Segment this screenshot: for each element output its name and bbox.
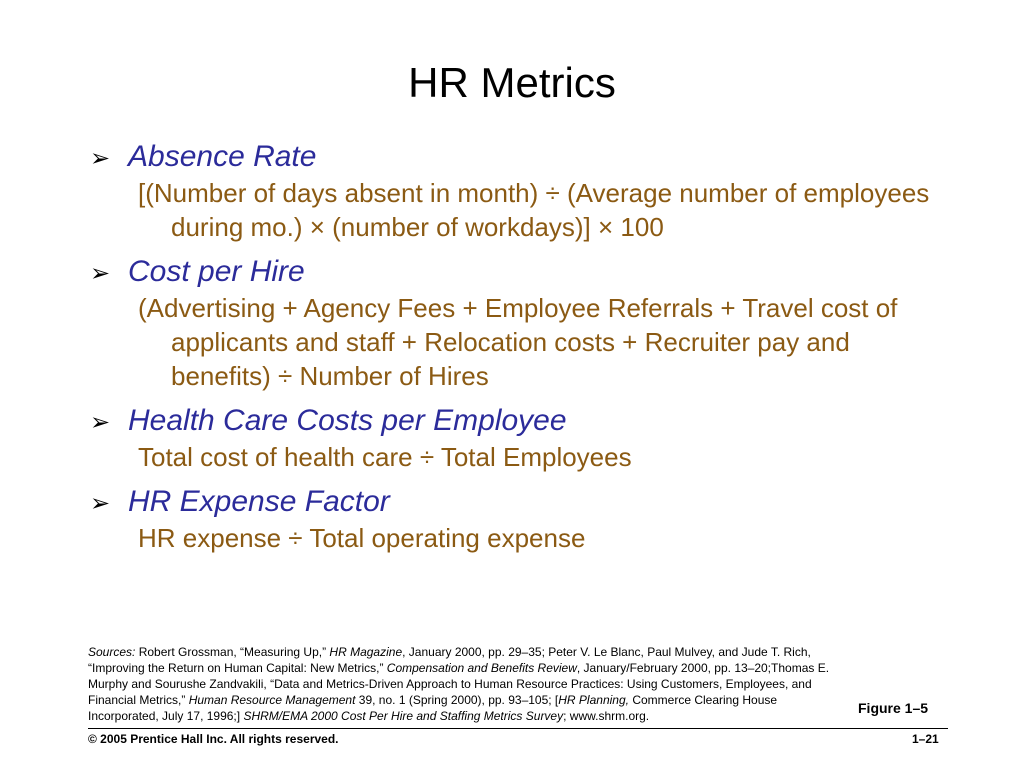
arrow-bullet-icon: ➢ [90, 145, 111, 172]
metric-item [90, 402, 970, 474]
metric-formula: HR expense ÷ Total operating expense [138, 523, 586, 553]
figure-label: Figure 1–5 [858, 700, 929, 716]
sources-title: Human Resource Management [188, 693, 356, 707]
metric-item [90, 253, 970, 393]
metric-heading: Absence Rate [128, 140, 317, 173]
page-number: 1–21 [912, 732, 939, 746]
metric-heading: Health Care Costs per Employee [128, 404, 567, 437]
sources-title: SHRM/EMA 2000 Cost Per Hire and Staffing Metrics Survey [243, 709, 564, 723]
footer-divider [88, 728, 948, 729]
metric-formula: [(Number of days absent in month) ÷ (Average number of employees during mo.) × (number of workdays)] × 100 [138, 178, 930, 242]
sources-text: Commerce Clearing House Incorporated, July 17, 1996;] [88, 693, 778, 723]
metric-heading: HR Expense Factor [128, 485, 390, 518]
sources-note [88, 644, 850, 724]
metric-heading: Cost per Hire [128, 255, 305, 288]
arrow-bullet-icon: ➢ [90, 409, 111, 436]
sources-text: 39, no. 1 (Spring 2000), pp. 93–105; [ [355, 693, 559, 707]
arrow-bullet-icon: ➢ [90, 260, 111, 287]
arrow-bullet-icon: ➢ [90, 490, 111, 517]
metric-item [90, 483, 970, 555]
sources-label: Sources: [88, 645, 136, 659]
metric-formula: (Advertising + Agency Fees + Employee Referrals + Travel cost of applicants and staff + Relocation costs + Recruiter pay and benefits) ÷ Number of Hires [138, 293, 898, 391]
sources-text: , January 2000, pp. 29–35; Peter V. Le Blanc, Paul Mulvey, and Jude T. Rich, “Improving the Return on Human Capital: New Metrics,” [88, 645, 811, 675]
metric-formula: Total cost of health care ÷ Total Employees [138, 442, 632, 472]
sources-title: HR Magazine [329, 645, 403, 659]
sources-title: HR Planning, [558, 693, 629, 707]
copyright-notice: © 2005 Prentice Hall Inc. All rights reserved. [88, 732, 339, 746]
metrics-list [90, 138, 970, 564]
sources-text: ; www.shrm.org. [563, 709, 650, 723]
sources-title: Compensation and Benefits Review [386, 661, 577, 675]
metric-item [90, 138, 970, 244]
slide-title: HR Metrics [408, 59, 616, 106]
sources-text: Robert Grossman, “Measuring Up,” [135, 645, 330, 659]
sources-text: , January/February 2000, pp. 13–20;Thomas E. Murphy and Sourushe Zandvakili, “Data and Metrics-Driven Approach to Human Resource Practices: Using Customers, Employees, and Financial Metrics,” [88, 661, 830, 707]
